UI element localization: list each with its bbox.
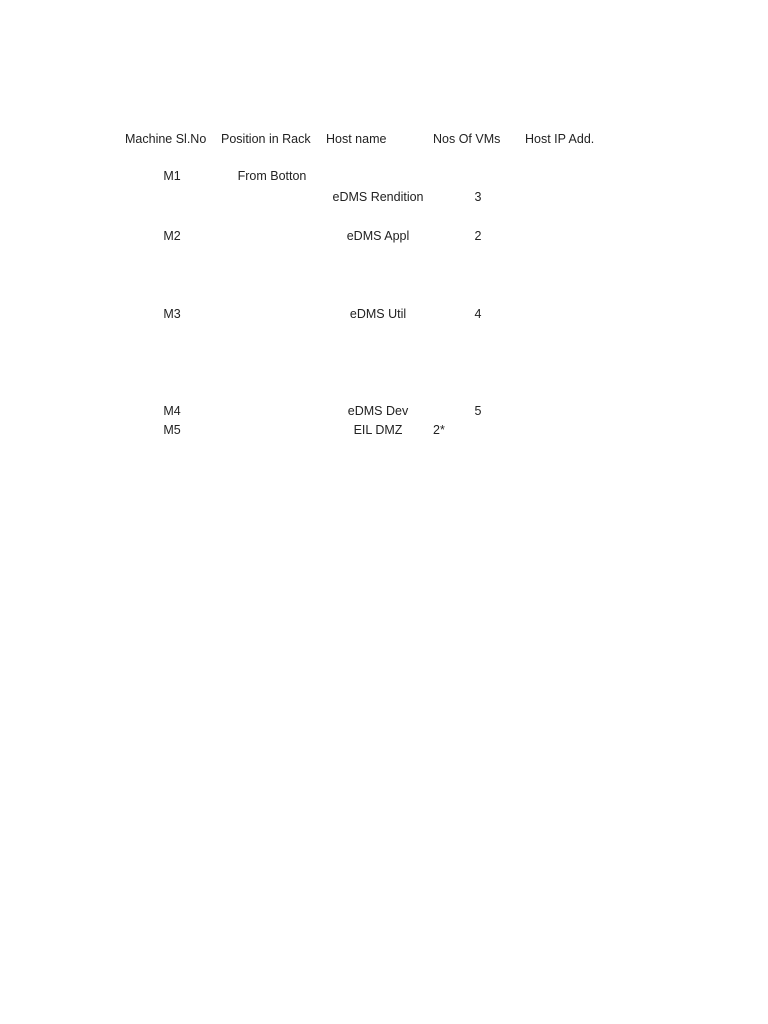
row-m2-host-name: eDMS Appl (346, 229, 410, 243)
row-m3-sl-no: M3 (163, 307, 181, 321)
row-m5-host-name: EIL DMZ (353, 423, 403, 437)
header-host-ip-add: Host IP Add. (525, 132, 595, 146)
header-nos-of-vms: Nos Of VMs (433, 132, 501, 146)
row-m1-position: From Botton (237, 169, 307, 183)
row-m1-vms: 3 (474, 190, 482, 204)
header-position-in-rack: Position in Rack (221, 132, 311, 146)
row-m2-vms: 2 (474, 229, 482, 243)
row-m1-sl-no: M1 (163, 169, 181, 183)
row-m4-host-name: eDMS Dev (347, 404, 409, 418)
row-m2-sl-no: M2 (163, 229, 181, 243)
row-m5-sl-no: M5 (163, 423, 181, 437)
row-m1-host-name: eDMS Rendition (332, 190, 424, 204)
header-host-name: Host name (326, 132, 387, 146)
row-m4-vms: 5 (474, 404, 482, 418)
row-m5-vms: 2* (433, 423, 445, 437)
row-m4-sl-no: M4 (163, 404, 181, 418)
row-m3-host-name: eDMS Util (349, 307, 407, 321)
row-m3-vms: 4 (474, 307, 482, 321)
header-machine-sl-no: Machine Sl.No (125, 132, 207, 146)
